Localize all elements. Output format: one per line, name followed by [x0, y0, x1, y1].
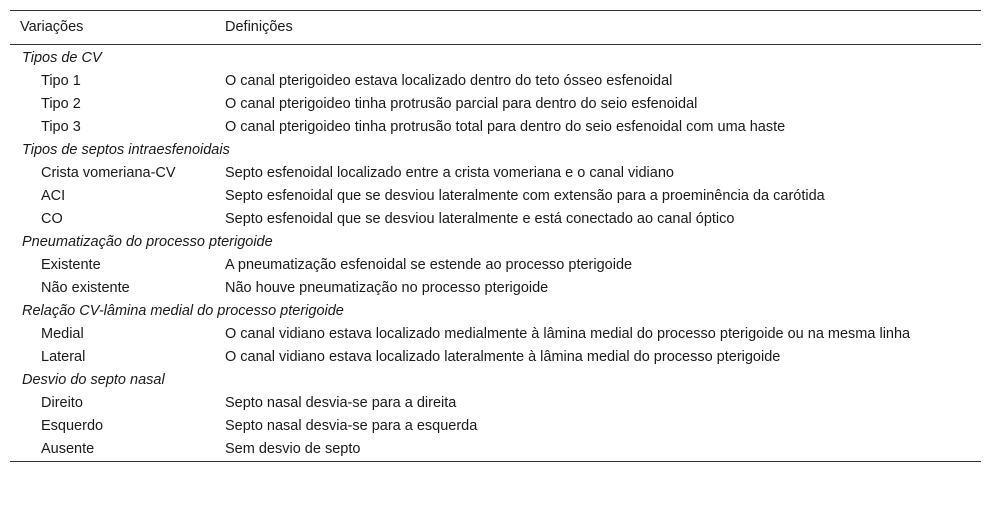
variation-term: Não existente: [41, 280, 130, 296]
variation-definition: Não houve pneumatização no processo pterigoide: [225, 280, 549, 296]
table-row: [10, 254, 981, 277]
table-row: [10, 208, 981, 231]
category-row: [10, 369, 981, 392]
category-row: [10, 139, 981, 162]
category-row: [10, 300, 981, 323]
table-row: [10, 392, 981, 415]
variation-definition: O canal pterigoideo tinha protrusão total para dentro do seio esfenoidal com uma haste: [225, 119, 786, 135]
variation-term: Tipo 3: [41, 119, 81, 135]
variation-definition: O canal pterigoideo estava localizado dentro do teto ósseo esfenoidal: [225, 73, 673, 89]
variation-term: Existente: [41, 257, 101, 273]
variation-term: ACI: [41, 188, 66, 204]
variation-definition: A pneumatização esfenoidal se estende ao processo pterigoide: [225, 257, 633, 273]
table-row: [10, 116, 981, 139]
header-variations: Variações: [20, 19, 84, 35]
table-row: [10, 93, 981, 116]
variation-term: Ausente: [41, 441, 95, 457]
variation-definition: Septo esfenoidal que se desviou lateralmente e está conectado ao canal óptico: [225, 211, 735, 227]
table-row: [10, 438, 981, 462]
variation-term: Tipo 1: [41, 73, 81, 89]
variation-term: Lateral: [41, 349, 86, 365]
variation-definition: Septo esfenoidal localizado entre a crista vomeriana e o canal vidiano: [225, 165, 674, 181]
category-label: Tipos de CV: [22, 50, 102, 66]
variation-definition: Sem desvio de septo: [225, 441, 361, 457]
category-label: Pneumatização do processo pterigoide: [22, 234, 273, 250]
variations-table-container: [10, 10, 981, 462]
table-row: [10, 277, 981, 300]
variation-definition: O canal pterigoideo tinha protrusão parcial para dentro do seio esfenoidal: [225, 96, 698, 112]
category-row: [10, 45, 981, 71]
table-row: [10, 70, 981, 93]
category-label: Desvio do septo nasal: [22, 372, 165, 388]
variation-term: Crista vomeriana-CV: [41, 165, 176, 181]
variation-definition: Septo nasal desvia-se para a esquerda: [225, 418, 478, 434]
variation-definition: O canal vidiano estava localizado lateralmente à lâmina medial do processo pterigoide: [225, 349, 781, 365]
variation-definition: Septo nasal desvia-se para a direita: [225, 395, 457, 411]
category-label: Relação CV-lâmina medial do processo pterigoide: [22, 303, 344, 319]
category-row: [10, 231, 981, 254]
header-row: [10, 11, 981, 45]
variation-term: CO: [41, 211, 63, 227]
table-row: [10, 185, 981, 208]
table-header: [10, 11, 981, 45]
variation-term: Tipo 2: [41, 96, 81, 112]
table-body: [10, 45, 981, 462]
table-row: [10, 162, 981, 185]
variation-term: Medial: [41, 326, 84, 342]
table-row: [10, 415, 981, 438]
variations-table: [10, 10, 981, 462]
variation-definition: O canal vidiano estava localizado medialmente à lâmina medial do processo pterigoide ou na mesma linha: [225, 326, 911, 342]
table-row: [10, 346, 981, 369]
table-row: [10, 323, 981, 346]
category-label: Tipos de septos intraesfenoidais: [22, 142, 230, 158]
variation-definition: Septo esfenoidal que se desviou lateralmente com extensão para a proeminência da carótida: [225, 188, 825, 204]
variation-term: Esquerdo: [41, 418, 104, 434]
variation-term: Direito: [41, 395, 83, 411]
header-definitions: Definições: [225, 19, 293, 35]
